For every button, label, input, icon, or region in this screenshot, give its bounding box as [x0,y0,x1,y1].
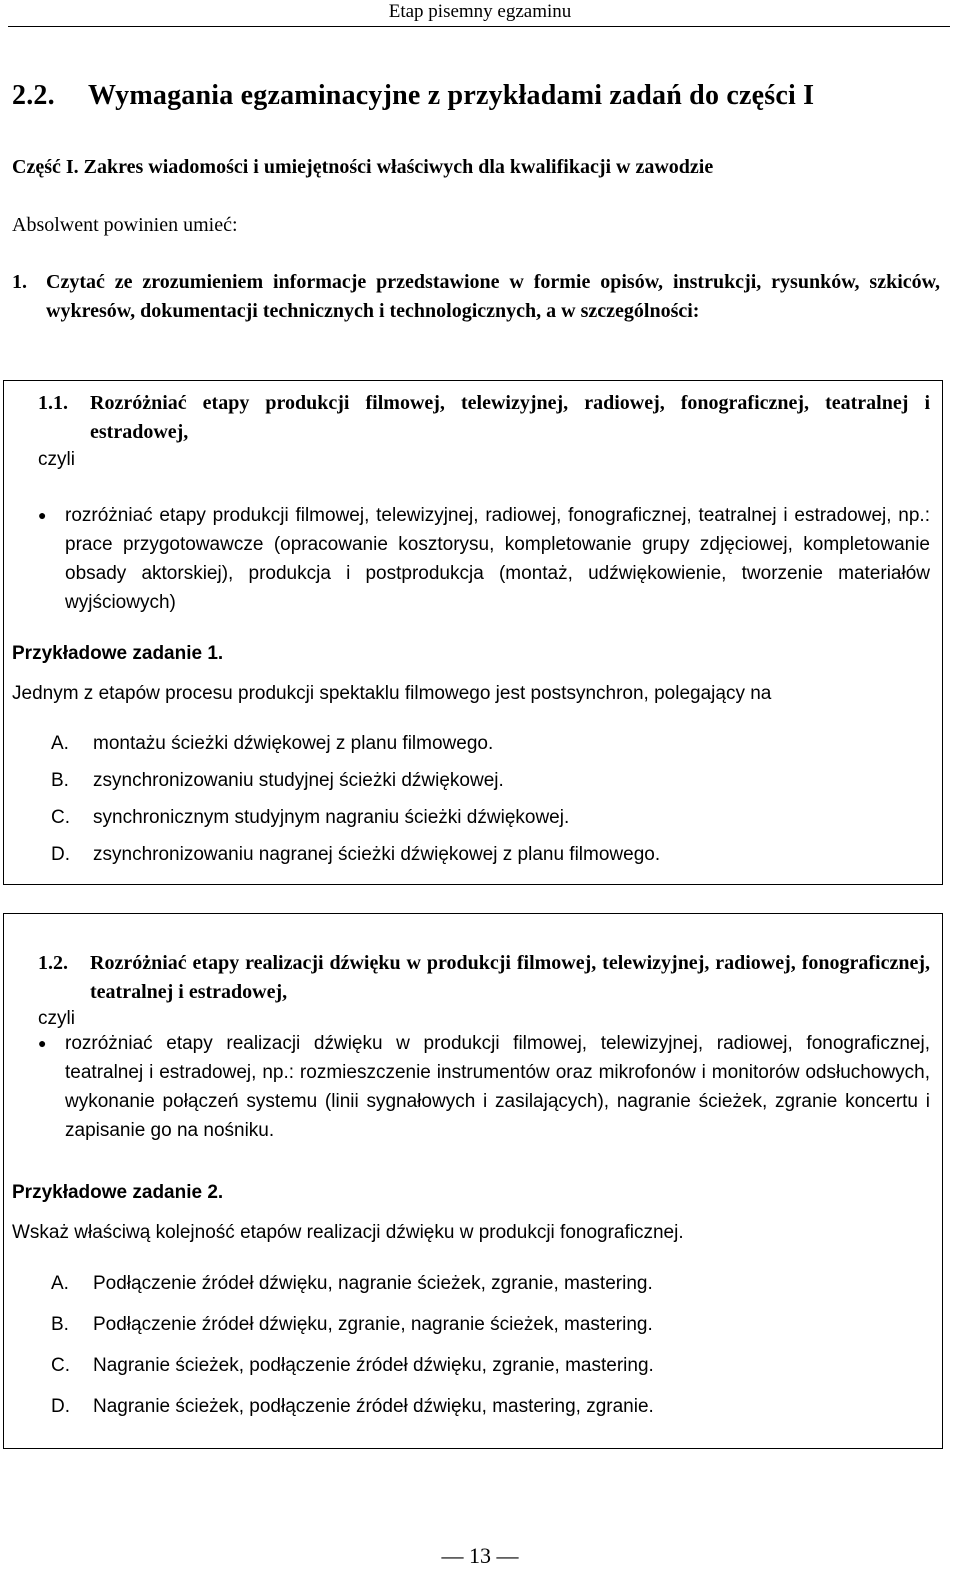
answer-list [51,1263,654,1427]
answer-letter: A. [51,733,69,754]
running-header: Etap pisemny egzaminu [388,1,572,22]
example-title: Przykładowe zadanie 2. [12,1182,224,1203]
answer-letter: D. [51,1396,70,1417]
skill-number: 1.2. [38,952,68,974]
bullet-text: rozróżniać etapy produkcji filmowej, telewizyjnej, radiowej, fonograficznej, teatralnej i estradowej, np.: prace przygotowawcze (opracowanie kosztorysu, kompletowanie grupy zdjęciowej, kompletowanie obsady aktorskiej), produkcja i postprodukcja (montaż, udźwiękowienie, tworzenie materiałów wyjściowych) [65,505,930,613]
skill-title: Rozróżniać etapy produkcji filmowej, telewizyjnej, radiowej, fonograficznej, teatralnej i estradowej, [90,392,930,443]
answer-letter: B. [51,1314,69,1335]
answer-option [51,1304,654,1345]
bullet-icon: ● [38,507,47,523]
answer-letter: B. [51,770,69,791]
skill-title: Rozróżniać etapy realizacji dźwięku w produkcji filmowej, telewizyjnej, radiowej, fonograficznej, teatralnej i estradowej, [90,952,930,1003]
skill-bullet [38,1029,930,1145]
answer-option [51,725,660,762]
answer-text: Podłączenie źródeł dźwięku, nagranie ścieżek, zgranie, mastering. [93,1273,653,1294]
skill-box-2 [3,913,943,1449]
skill-heading [38,389,930,447]
part-title: Część I. Zakres wiadomości i umiejętności właściwych dla kwalifikacji w zawodzie [12,156,714,178]
skill-bullet [38,501,930,617]
requirement-number: 1. [12,271,27,293]
answer-option [51,762,660,799]
answer-text: montażu ścieżki dźwiękowej z planu filmowego. [93,733,494,754]
answer-option [51,836,660,873]
answer-text: Podłączenie źródeł dźwięku, zgranie, nagranie ścieżek, mastering. [93,1314,653,1335]
skill-box-1 [3,380,943,885]
answer-list [51,725,660,873]
answer-option [51,1263,654,1304]
header-rule [8,26,950,27]
answer-text: synchronicznym studyjnym nagraniu ścieżki dźwiękowej. [93,807,570,828]
answer-letter: C. [51,1355,70,1376]
answer-text: Nagranie ścieżek, podłączenie źródeł dźwięku, mastering, zgranie. [93,1396,654,1417]
answer-option [51,1345,654,1386]
answer-text: zsynchronizowaniu nagranej ścieżki dźwiękowej z planu filmowego. [93,844,661,865]
answer-text: Nagranie ścieżek, podłączenie źródeł dźwięku, zgranie, mastering. [93,1355,654,1376]
answer-letter: A. [51,1273,69,1294]
answer-letter: C. [51,807,70,828]
answer-option [51,799,660,836]
page-number: — 13 — [441,1543,519,1568]
section-heading [12,80,814,112]
bullet-text: rozróżniać etapy realizacji dźwięku w produkcji filmowej, telewizyjnej, radiowej, fonograficznej, teatralnej i estradowej, np.: rozmieszczenie instrumentów oraz mikrofonów i monitorów odsłuchowych, wykonanie połączeń systemu (linii sygnałowych i zasilających), nagranie ścieżek, zgranie koncertu i zapisanie go na nośniku. [65,1033,930,1141]
intro-text: Absolwent powinien umieć: [12,214,238,236]
answer-letter: D. [51,844,70,865]
example-title: Przykładowe zadanie 1. [12,643,224,664]
skill-heading [38,949,930,1007]
bullet-icon: ● [38,1035,47,1051]
requirement-text: Czytać ze zrozumieniem informacje przedstawione w formie opisów, instrukcji, rysunków, szkiców, wykresów, dokumentacji technicznych i technologicznych, a w szczególności: [46,271,940,322]
czyli-label: czyli [38,449,75,470]
question-text: Jednym z etapów procesu produkcji spektaklu filmowego jest postsynchron, polegający na [12,683,772,704]
czyli-label: czyli [38,1008,75,1029]
skill-number: 1.1. [38,392,68,414]
section-number: 2.2. [12,80,55,111]
section-title: Wymagania egzaminacyjne z przykładami zadań do części I [88,80,815,111]
answer-text: zsynchronizowaniu studyjnej ścieżki dźwiękowej. [93,770,504,791]
answer-option [51,1386,654,1427]
question-text: Wskaż właściwą kolejność etapów realizacji dźwięku w produkcji fonograficznej. [12,1222,684,1243]
requirement-1 [12,268,940,326]
